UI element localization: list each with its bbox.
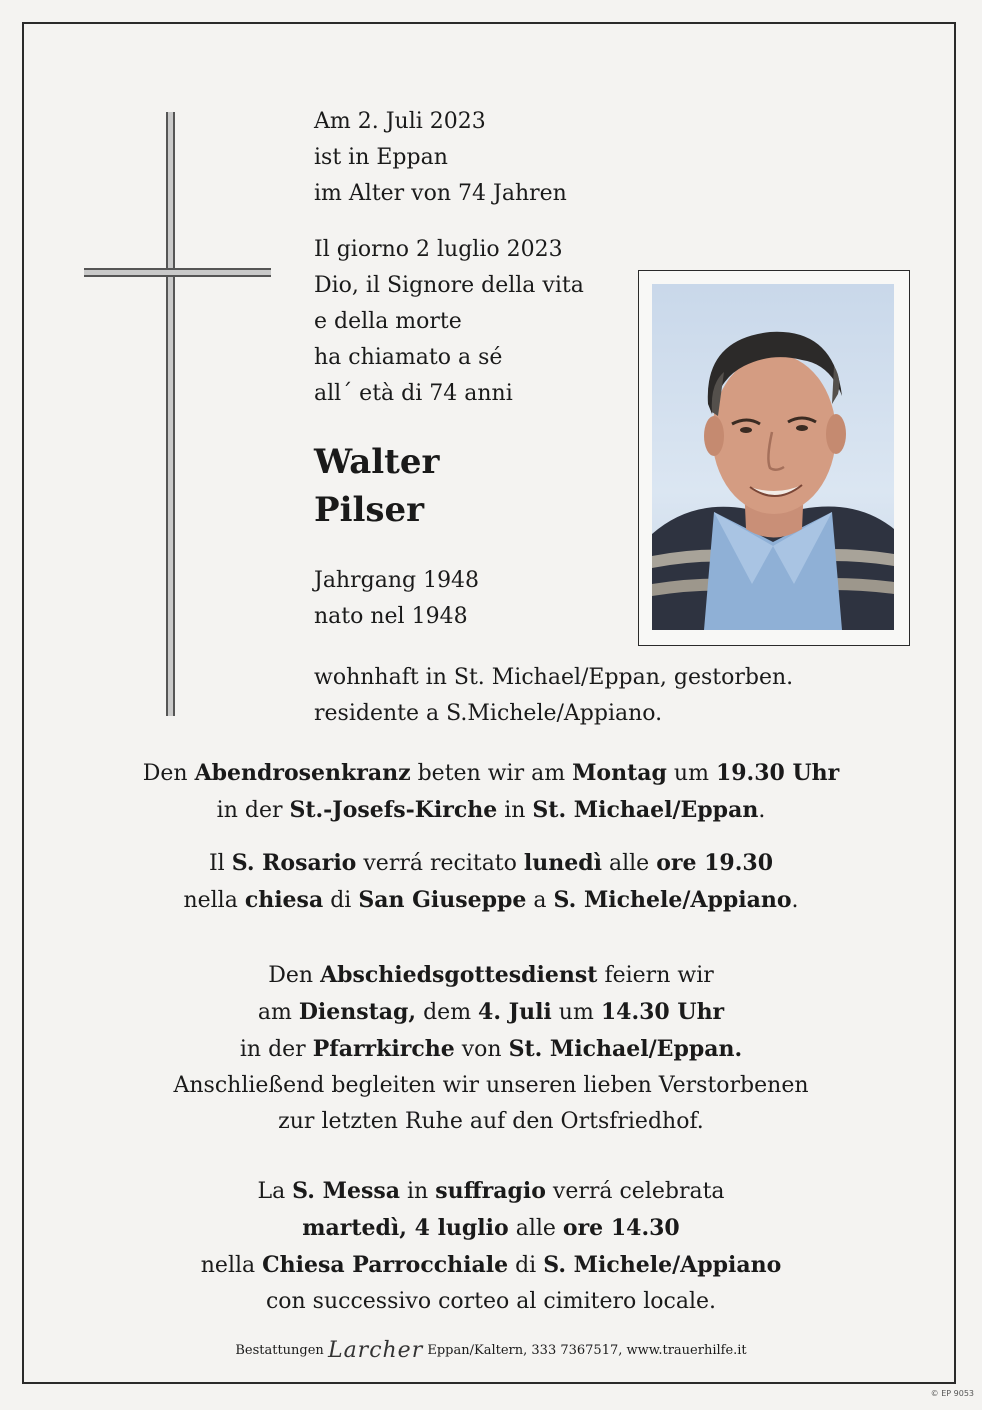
last-name: Pilser [314,490,425,530]
funeral-home-logo: Larcher [327,1338,424,1363]
service-it-line-3: nella Chiesa Parrocchiale di S. Michele/Appiano [200,1252,782,1278]
rosary-de-line-1: Den Abendrosenkranz beten wir am Montag um 19.30 Uhr [142,760,840,786]
intro-de-line: ist in Eppan [314,145,448,170]
intro-text [314,104,644,412]
deceased-name [314,438,439,534]
service-de-line-5: zur letzten Ruhe auf den Ortsfriedhof. [278,1109,704,1134]
portrait-photo [652,284,894,630]
residence-text [314,660,914,732]
residence-de: wohnhaft in St. Michael/Eppan, gestorben. [314,665,794,690]
intro-it-line: e della morte [314,309,462,334]
cross-vertical-bar [166,112,175,716]
cross-horizontal-bar [84,268,271,277]
intro-it-line: Dio, il Signore della vita [314,273,584,298]
intro-de-line: Am 2. Juli 2023 [314,109,486,134]
portrait-frame [638,270,910,646]
rosary-it-line-2: nella chiesa di San Giuseppe a S. Michele/Appiano. [183,887,799,913]
portrait-illustration [652,284,894,630]
intro-it-line: all´ età di 74 anni [314,381,513,406]
rosary-it-line-1: Il S. Rosario verrá recitato lunedì alle ore 19.30 [208,850,773,876]
rosary-de-block [40,755,942,829]
service-de-line-1: Den Abschiedsgottesdienst feiern wir [268,962,714,988]
footer [40,1338,942,1364]
service-de-line-3: in der Pfarrkirche von St. Michael/Eppan. [239,1036,743,1062]
cross-intersection [168,270,173,275]
service-de-block [40,957,942,1140]
service-de-line-2: am Dienstag, dem 4. Juli um 14.30 Uhr [257,999,725,1025]
footer-prefix: Bestattungen [235,1343,324,1358]
intro-it-line: ha chiamato a sé [314,345,503,370]
service-it-line-2: martedì, 4 luglio alle ore 14.30 [302,1215,680,1241]
intro-de-line: im Alter von 74 Jahren [314,181,567,206]
service-it-line-4: con successivo corteo al cimitero locale. [265,1289,717,1314]
service-it-line-1: La S. Messa in suffragio verrá celebrata [257,1178,725,1204]
first-name: Walter [314,442,440,482]
footer-contact: Eppan/Kaltern, 333 7367517, www.trauerhilfe.it [427,1343,747,1358]
intro-it-line: Il giorno 2 luglio 2023 [314,237,563,262]
document-code: © EP 9053 [930,1389,974,1398]
service-it-block [40,1173,942,1320]
birth-year [314,563,479,635]
rosary-de-line-2: in der St.-Josefs-Kirche in St. Michael/Eppan. [216,797,766,823]
born-de: Jahrgang 1948 [314,568,480,593]
residence-it: residente a S.Michele/Appiano. [314,701,663,726]
rosary-it-block [40,845,942,919]
service-de-line-4: Anschließend begleiten wir unseren lieben Verstorbenen [173,1073,809,1098]
born-it: nato nel 1948 [314,604,468,629]
